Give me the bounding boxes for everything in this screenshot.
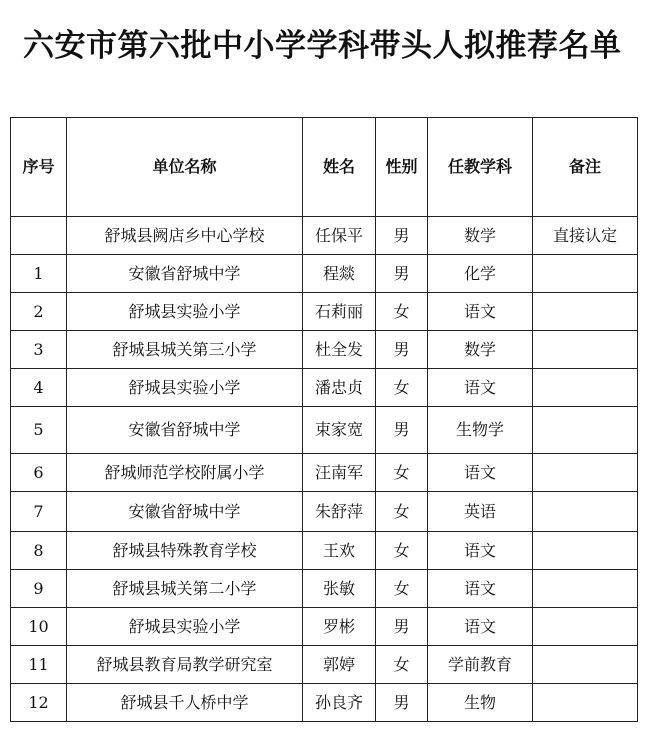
cell-name: 束家宽	[303, 407, 376, 454]
cell-gender: 男	[376, 684, 428, 722]
table-row	[11, 454, 638, 492]
cell-gender: 男	[376, 217, 428, 255]
cell-subject: 语文	[428, 369, 533, 407]
cell-name: 潘忠贞	[303, 369, 376, 407]
cell-subject: 生物	[428, 684, 533, 722]
cell-unit: 舒城县实验小学	[67, 608, 303, 646]
cell-unit: 舒城县教育局教学研究室	[67, 646, 303, 684]
cell-index: 9	[11, 570, 67, 608]
cell-gender: 男	[376, 608, 428, 646]
cell-subject: 生物学	[428, 407, 533, 454]
cell-subject: 语文	[428, 532, 533, 570]
cell-note	[533, 407, 638, 454]
cell-gender: 男	[376, 255, 428, 293]
cell-gender: 女	[376, 570, 428, 608]
cell-index: 2	[11, 293, 67, 331]
cell-subject: 化学	[428, 255, 533, 293]
table-row	[11, 255, 638, 293]
cell-index: 5	[11, 407, 67, 454]
cell-gender: 女	[376, 369, 428, 407]
cell-index: 12	[11, 684, 67, 722]
cell-index: 8	[11, 532, 67, 570]
cell-gender: 女	[376, 454, 428, 492]
cell-name: 罗彬	[303, 608, 376, 646]
cell-name: 王欢	[303, 532, 376, 570]
cell-unit: 安徽省舒城中学	[67, 492, 303, 532]
header-gender: 性别	[376, 118, 428, 217]
cell-note	[533, 492, 638, 532]
table-row	[11, 492, 638, 532]
cell-note: 直接认定	[533, 217, 638, 255]
cell-index: 1	[11, 255, 67, 293]
cell-subject: 语文	[428, 293, 533, 331]
cell-gender: 男	[376, 407, 428, 454]
cell-subject: 语文	[428, 454, 533, 492]
page-title: 六安市第六批中小学学科带头人拟推荐名单	[23, 28, 622, 64]
cell-unit: 安徽省舒城中学	[67, 255, 303, 293]
cell-index: 3	[11, 331, 67, 369]
cell-unit: 安徽省舒城中学	[67, 407, 303, 454]
cell-note	[533, 293, 638, 331]
cell-gender: 女	[376, 492, 428, 532]
cell-index: 6	[11, 454, 67, 492]
cell-name: 汪南军	[303, 454, 376, 492]
table-row	[11, 684, 638, 722]
cell-name: 石莉丽	[303, 293, 376, 331]
header-name: 姓名	[303, 118, 376, 217]
cell-unit: 舒城县实验小学	[67, 369, 303, 407]
cell-subject: 数学	[428, 331, 533, 369]
cell-subject: 英语	[428, 492, 533, 532]
header-unit: 单位名称	[67, 118, 303, 217]
cell-note	[533, 608, 638, 646]
header-note: 备注	[533, 118, 638, 217]
table-row	[11, 407, 638, 454]
cell-gender: 女	[376, 646, 428, 684]
cell-index: 7	[11, 492, 67, 532]
cell-note	[533, 646, 638, 684]
cell-note	[533, 570, 638, 608]
table-row	[11, 532, 638, 570]
cell-index: 11	[11, 646, 67, 684]
cell-subject: 学前教育	[428, 646, 533, 684]
table-row	[11, 608, 638, 646]
cell-note	[533, 369, 638, 407]
table-row	[11, 570, 638, 608]
table-row	[11, 369, 638, 407]
cell-index: 4	[11, 369, 67, 407]
cell-note	[533, 331, 638, 369]
candidate-table	[10, 117, 638, 722]
cell-unit: 舒城县特殊教育学校	[67, 532, 303, 570]
cell-gender: 女	[376, 532, 428, 570]
cell-note	[533, 255, 638, 293]
cell-unit: 舒城县城关第三小学	[67, 331, 303, 369]
cell-note	[533, 532, 638, 570]
cell-name: 张敏	[303, 570, 376, 608]
cell-subject: 语文	[428, 570, 533, 608]
cell-gender: 男	[376, 331, 428, 369]
cell-note	[533, 684, 638, 722]
table-row	[11, 293, 638, 331]
table-row	[11, 217, 638, 255]
cell-name: 杜全发	[303, 331, 376, 369]
cell-note	[533, 454, 638, 492]
cell-index	[11, 217, 67, 255]
cell-unit: 舒城县实验小学	[67, 293, 303, 331]
cell-unit: 舒城师范学校附属小学	[67, 454, 303, 492]
cell-index: 10	[11, 608, 67, 646]
cell-name: 孙良齐	[303, 684, 376, 722]
cell-subject: 语文	[428, 608, 533, 646]
table-row	[11, 331, 638, 369]
cell-gender: 女	[376, 293, 428, 331]
table-row	[11, 646, 638, 684]
cell-unit: 舒城县千人桥中学	[67, 684, 303, 722]
header-subject: 任教学科	[428, 118, 533, 217]
header-index: 序号	[11, 118, 67, 217]
cell-unit: 舒城县阙店乡中心学校	[67, 217, 303, 255]
cell-name: 程燚	[303, 255, 376, 293]
table-header-row	[11, 118, 638, 217]
cell-name: 任保平	[303, 217, 376, 255]
cell-unit: 舒城县城关第二小学	[67, 570, 303, 608]
cell-name: 朱舒萍	[303, 492, 376, 532]
cell-name: 郭婷	[303, 646, 376, 684]
cell-subject: 数学	[428, 217, 533, 255]
